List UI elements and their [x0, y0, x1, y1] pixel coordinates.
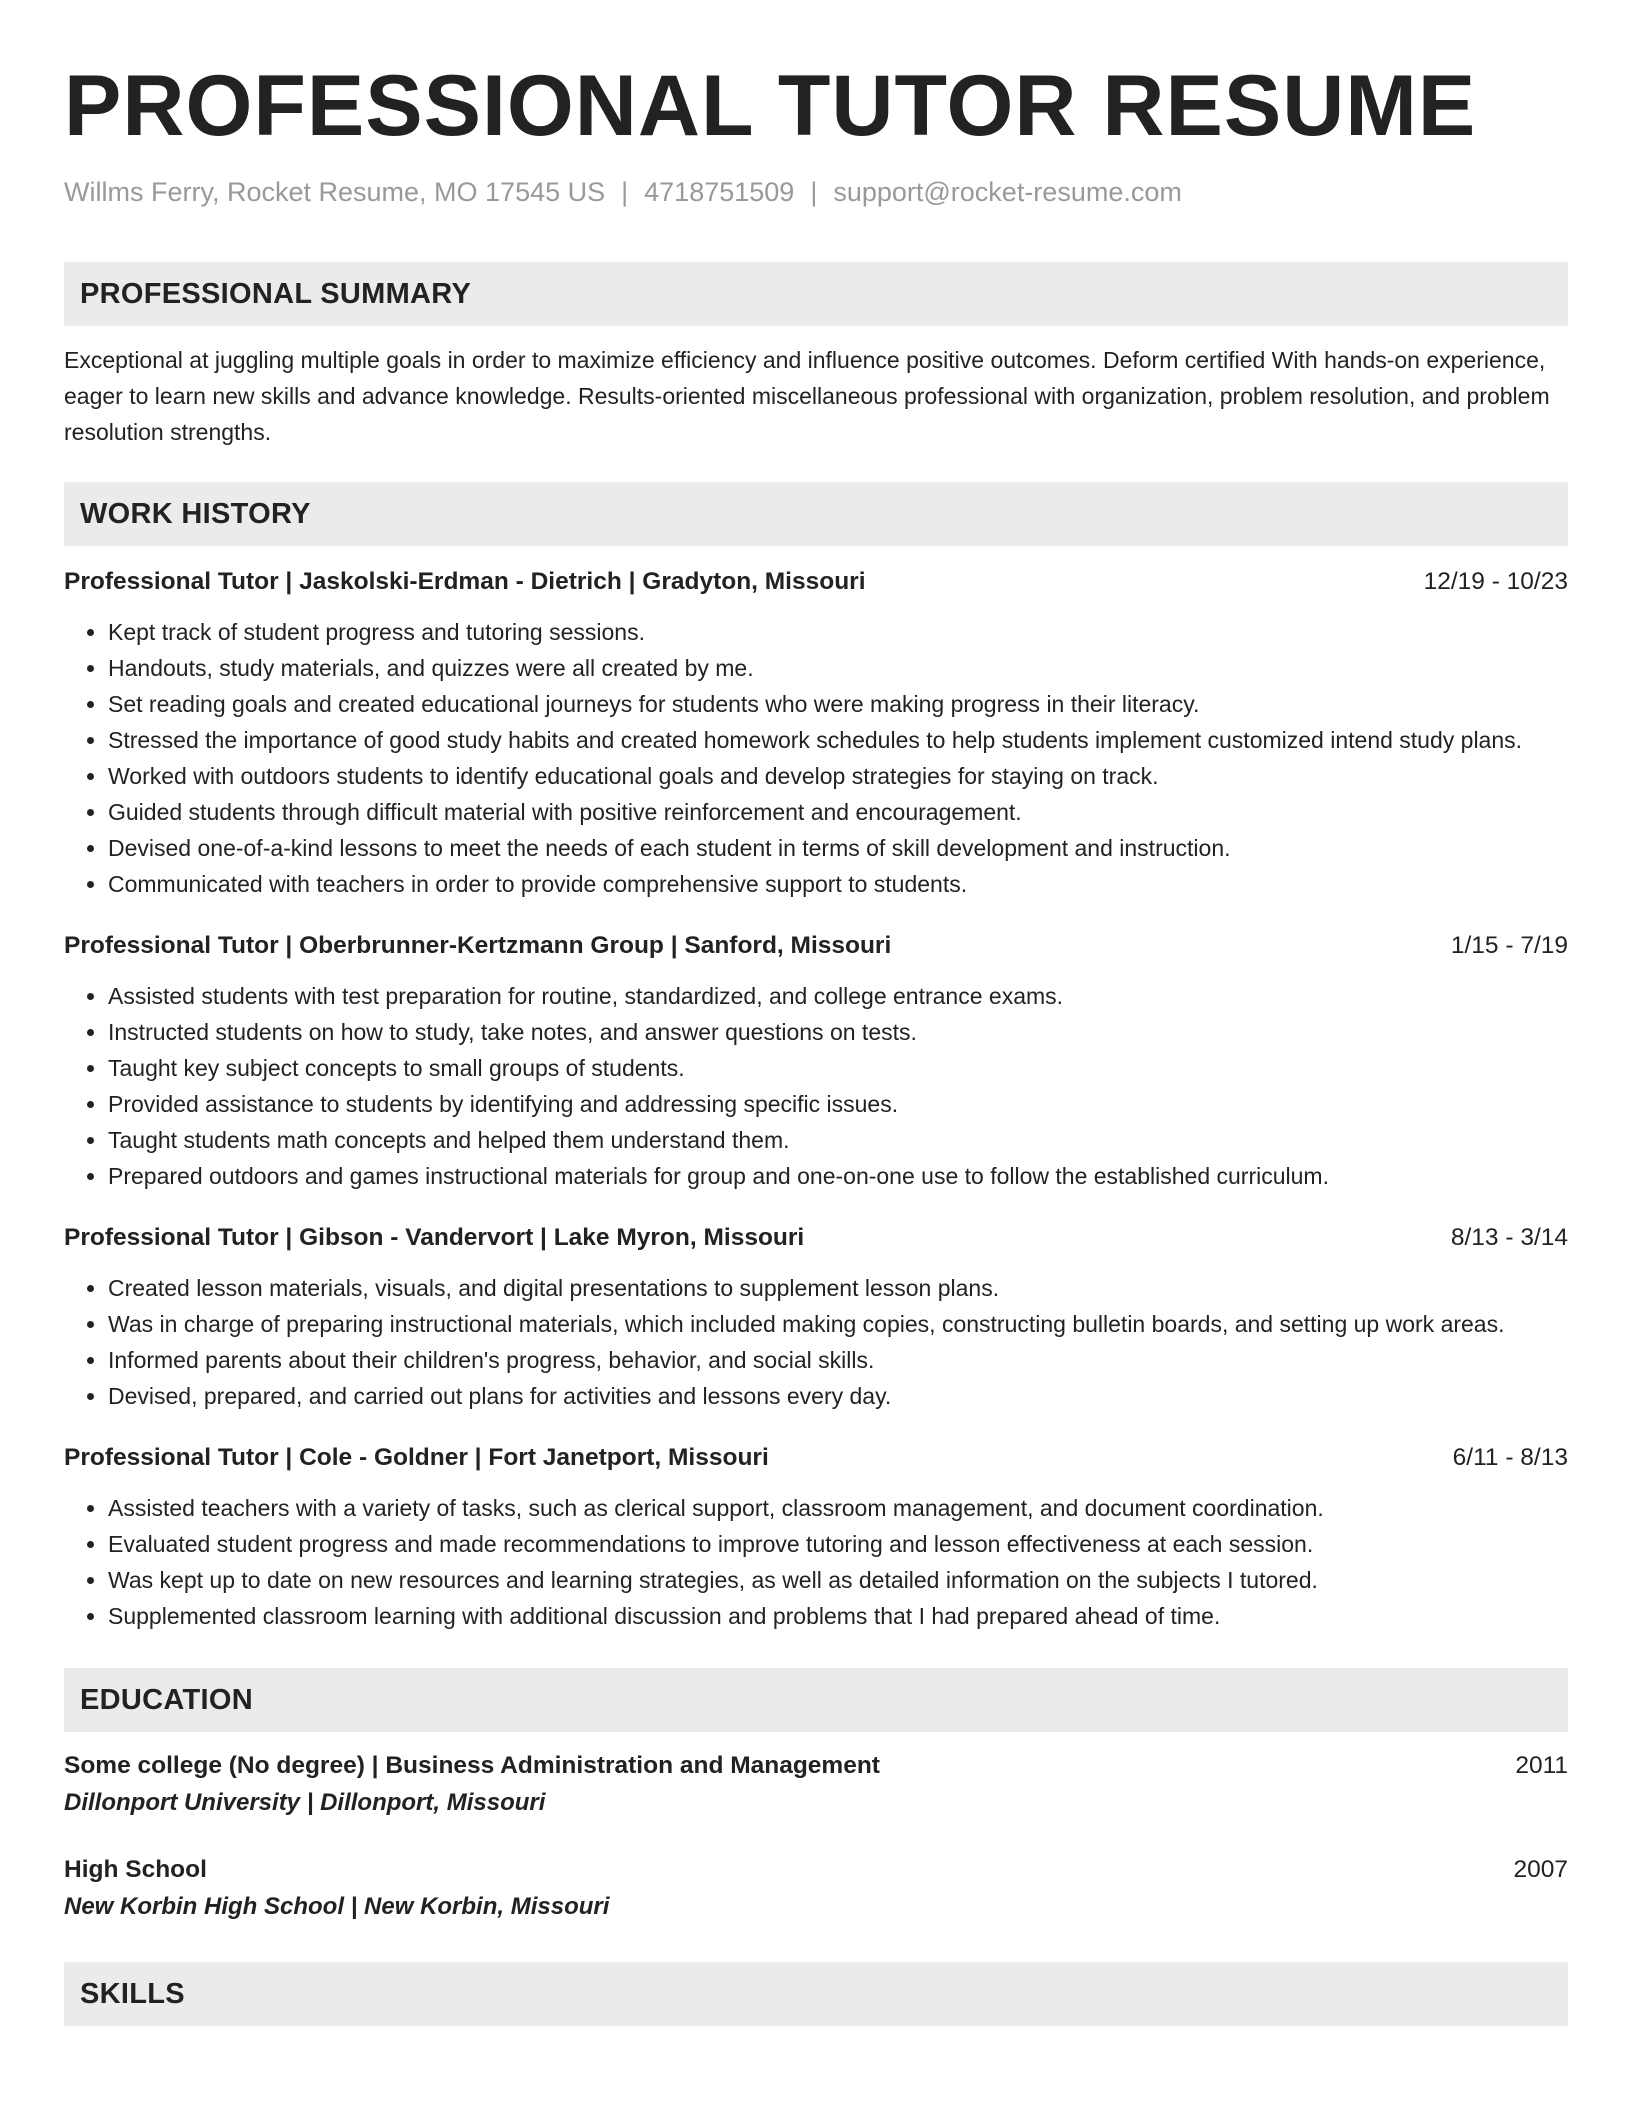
job-bullet: • Devised one-of-a-kind lessons to meet the needs of each student in terms of skill development and instruction. [108, 830, 1568, 866]
job-title: Professional Tutor | Oberbrunner-Kertzmann Group | Sanford, Missouri [64, 932, 892, 959]
job-bullet: • Taught students math concepts and helped them understand them. [108, 1122, 1568, 1158]
education-header [64, 1748, 1568, 1784]
education-entry [64, 1748, 1568, 1822]
job-header [64, 928, 1568, 964]
education-header [64, 1852, 1568, 1888]
contact-address: Willms Ferry, Rocket Resume, MO 17545 US [64, 177, 606, 207]
contact-line [64, 174, 1568, 210]
job-header [64, 1440, 1568, 1476]
education-year: 2007 [1513, 1856, 1568, 1883]
job-bullet: • Handouts, study materials, and quizzes were all created by me. [108, 650, 1568, 686]
job-title: Professional Tutor | Jaskolski-Erdman - Dietrich | Gradyton, Missouri [64, 568, 866, 595]
job-bullet: • Communicated with teachers in order to provide comprehensive support to students. [108, 866, 1568, 902]
job-bullets [64, 978, 1568, 1194]
contact-separator: | [810, 177, 818, 207]
education-title: Some college (No degree) | Business Administration and Management [64, 1752, 880, 1779]
job-bullet: • Evaluated student progress and made recommendations to improve tutoring and lesson effectiveness at each session. [108, 1526, 1568, 1562]
contact-email: support@rocket-resume.com [833, 177, 1182, 207]
job-bullet: • Set reading goals and created educational journeys for students who were making progress in their literacy. [108, 686, 1568, 722]
job-dates: 1/15 - 7/19 [1450, 932, 1568, 959]
job-bullet: • Created lesson materials, visuals, and digital presentations to supplement lesson plans. [108, 1270, 1568, 1306]
job-bullets [64, 1270, 1568, 1414]
job-header [64, 1220, 1568, 1256]
job-bullet: • Was kept up to date on new resources and learning strategies, as well as detailed information on the subjects I tutored. [108, 1562, 1568, 1598]
job-bullet: • Assisted teachers with a variety of tasks, such as clerical support, classroom management, and document coordination. [108, 1490, 1568, 1526]
job-entry [64, 1440, 1568, 1634]
education-school: Dillonport University | Dillonport, Missouri [64, 1789, 546, 1816]
job-bullet: • Supplemented classroom learning with additional discussion and problems that I had prepared ahead of time. [108, 1598, 1568, 1634]
contact-separator: | [621, 177, 629, 207]
education-entry [64, 1852, 1568, 1926]
education-year: 2011 [1515, 1752, 1568, 1779]
job-bullet: • Devised, prepared, and carried out plans for activities and lessons every day. [108, 1378, 1568, 1414]
job-header [64, 564, 1568, 600]
job-dates: 6/11 - 8/13 [1452, 1444, 1568, 1471]
job-entry [64, 1220, 1568, 1414]
job-dates: 8/13 - 3/14 [1450, 1224, 1568, 1251]
section-heading-skills: SKILLS [64, 1962, 1568, 2026]
job-dates: 12/19 - 10/23 [1423, 568, 1568, 595]
job-bullet: • Assisted students with test preparation for routine, standardized, and college entrance exams. [108, 978, 1568, 1014]
section-heading-summary: PROFESSIONAL SUMMARY [64, 262, 1568, 326]
job-bullet: • Stressed the importance of good study habits and created homework schedules to help students implement customized intend study plans. [108, 722, 1568, 758]
job-title: Professional Tutor | Cole - Goldner | Fort Janetport, Missouri [64, 1444, 769, 1471]
summary-text: Exceptional at juggling multiple goals in order to maximize efficiency and influence positive outcomes. Deform certified With hands-on experience, eager to learn new skills and advance knowledge. Results-oriented miscellaneous professional with organization, problem resolution, and problem resolution strengths. [64, 347, 1550, 445]
job-bullet: • Taught key subject concepts to small groups of students. [108, 1050, 1568, 1086]
job-bullet: • Provided assistance to students by identifying and addressing specific issues. [108, 1086, 1568, 1122]
job-bullets [64, 1490, 1568, 1634]
job-bullet: • Informed parents about their children's progress, behavior, and social skills. [108, 1342, 1568, 1378]
contact-phone: 4718751509 [644, 177, 795, 207]
job-title: Professional Tutor | Gibson - Vandervort | Lake Myron, Missouri [64, 1224, 805, 1251]
resume-title: PROFESSIONAL TUTOR RESUME [64, 58, 1477, 154]
education-title: High School [64, 1856, 207, 1883]
job-bullet: • Prepared outdoors and games instructional materials for group and one-on-one use to follow the established curriculum. [108, 1158, 1568, 1194]
education-school: New Korbin High School | New Korbin, Missouri [64, 1893, 610, 1920]
job-bullet: • Guided students through difficult material with positive reinforcement and encouragement. [108, 794, 1568, 830]
job-entry [64, 928, 1568, 1194]
section-heading-work-history: WORK HISTORY [64, 482, 1568, 546]
job-bullet: • Worked with outdoors students to identify educational goals and develop strategies for staying on track. [108, 758, 1568, 794]
job-bullet: • Was in charge of preparing instructional materials, which included making copies, constructing bulletin boards, and setting up work areas. [108, 1306, 1568, 1342]
job-entry [64, 564, 1568, 902]
job-bullet: • Instructed students on how to study, take notes, and answer questions on tests. [108, 1014, 1568, 1050]
job-bullet: • Kept track of student progress and tutoring sessions. [108, 614, 1568, 650]
job-bullets [64, 614, 1568, 902]
section-heading-education: EDUCATION [64, 1668, 1568, 1732]
